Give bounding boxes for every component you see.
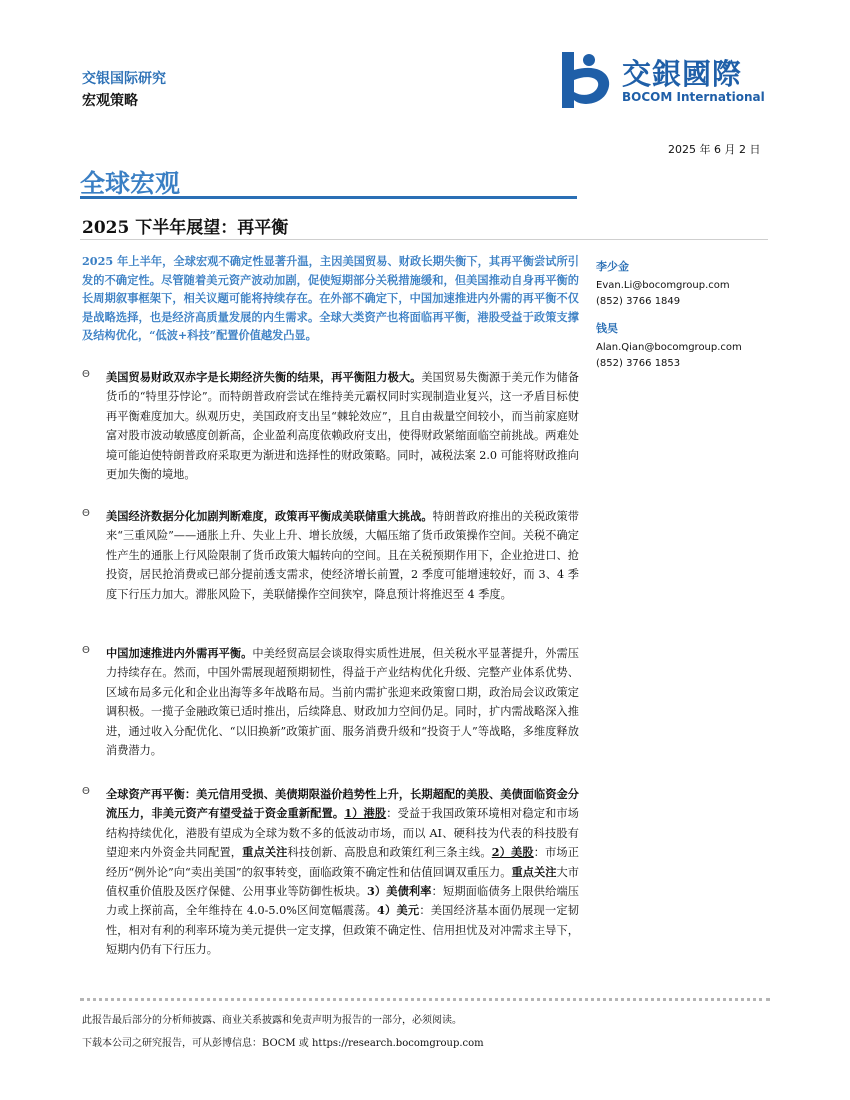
section-title: 全球宏观	[80, 169, 181, 198]
usd-label: 4）美元	[377, 903, 420, 918]
analyst-phone: (852) 3766 1849	[596, 296, 681, 307]
bullet-body: 中美经贸高层会谈取得实质性进展，但关税水平显著提升，外需压力持续存在。然而，中国外需展现超预期韧性，得益于产业结构优化升级、完整产业体系优势、区域布局多元化和企业出海等多年战略布局。当前内需扩张迎来政策窗口期，政治局会议政策定调积极。一揽子金融政策已适时推出，后续降息、财政加力空间仍足。同时，扩内需战略深入推进，通过收入分配优化、“以旧换新”政策扩面、服务消费升级和“投资于人”等战略，多维度释放消费潜力。	[106, 647, 579, 758]
us-stocks-tail: 大市值权重价值股及医疗保健、公用事业等防御性板块。	[106, 865, 579, 899]
focus-label: 重点关注	[242, 845, 288, 860]
bocom-logo-icon	[556, 48, 618, 110]
analyst-name: 李少金	[596, 260, 629, 273]
company-logo	[556, 48, 771, 110]
analyst-name: 钱昊	[596, 322, 618, 335]
us-stocks-text: ：市场正经历“例外论”向“卖出美国”的叙事转变，面临政策不确定性和估值回调双重压力。	[106, 846, 579, 879]
bullet-text	[106, 507, 579, 604]
treasury-yield-text: ：短期面临债务上限供给端压力或上探前高，全年维持在 4.0-5.0%区间宽幅震荡。	[106, 885, 579, 918]
bullet-heading: 美国贸易财政双赤字是长期经济失衡的结果，再平衡阻力极大。	[106, 370, 422, 384]
bullet-point	[82, 785, 579, 960]
bullet-body: 美国贸易失衡源于美元作为储备货币的“特里芬悖论”。而特朗普政府尝试在维持美元霸权同时实现制造业复兴，这一矛盾目标使再平衡难度加大。纵观历史，美国政府支出呈“棘轮效应”，且自由裁量空间较小，而当前家庭财富对股市波动敏感度创新高，企业盈利高度依赖政府支出，使得财政紧缩面临空前挑战。两难处境可能迫使特朗普政府采取更为渐进和选择性的财政策略。同时，减税法案 2.0 可能将财政推向更加失衡的境地。	[106, 371, 579, 482]
focus-label: 重点关注	[511, 864, 557, 879]
bullet-heading: 全球资产再平衡：美元信用受损、美债期限溢价趋势性上升，长期超配的美股、美债面临资金分流压力，非美元资产有望受益于资金重新配置。	[106, 787, 579, 821]
logo-english-name: BOCOM International	[622, 90, 765, 104]
bullet-text	[106, 368, 579, 484]
circle-theta-icon: Θ	[82, 786, 90, 797]
bullet-point	[82, 644, 579, 760]
bullet-point	[82, 507, 579, 604]
circle-theta-icon: Θ	[82, 645, 90, 656]
header-divider	[80, 239, 768, 240]
summary-paragraph: 2025 年上半年，全球宏观不确定性显著升温，主因美国贸易、财政长期失衡下，其再平衡尝试所引发的不确定性。尽管随着美元资产波动加剧，促使短期部分关税措施缓和，但美国推动自身再平衡的长周期叙事框架下，相关议题可能将持续存在。在外部不确定下，中国加速推进内外需的再平衡不仅是战略选择，也是经济高质量发展的内生需求。全球大类资产也将面临再平衡，港股受益于政策支撑及结构优化，“低波+科技”配置价值越发凸显。	[82, 254, 579, 343]
usd-text: ：美国经济基本面仍展现一定韧性，相对有利的利率环境为美元提供一定支撑，但政策不确定性、信用担忧及对冲需求主导下，短期内仍有下行压力。	[106, 904, 579, 957]
hk-stocks-tail: 科技创新、高股息和政策红利三条主线。	[287, 846, 492, 860]
org-name: 交银国际研究	[82, 71, 166, 87]
analyst-phone: (852) 3766 1853	[596, 358, 681, 369]
bullet-heading: 美国经济数据分化加剧判断难度，政策再平衡成美联储重大挑战。	[106, 509, 433, 523]
footer-disclaimer: 此报告最后部分的分析师披露、商业关系披露和免责声明为报告的一部分，必须阅读。	[82, 1015, 462, 1026]
analyst-card	[596, 259, 730, 310]
bullet-heading: 中国加速推进内外需再平衡。	[106, 646, 253, 660]
analyst-email[interactable]: Evan.Li@bocomgroup.com	[596, 280, 730, 291]
report-date: 2025 年 6 月 2 日	[668, 143, 761, 156]
bullet-point	[82, 368, 579, 484]
bullet-text	[106, 785, 579, 960]
circle-theta-icon: Θ	[82, 508, 90, 519]
footer-divider	[80, 998, 770, 1001]
bullet-text	[106, 644, 579, 760]
bullet-body: 特朗普政府推出的关税政策带来“三重风险”——通胀上升、失业上升、增长放缓，大幅压缩了货币政策操作空间。关税不确定性产生的通胀上行风险限制了货币政策大幅转向的空间。且在关税预期作用下，企业抢进口、抢投资，居民抢消费或已部分提前透支需求，使经济增长前置，2 季度可能增速较好，而 3、4 季度下行压力加大。滞胀风险下，美联储操作空间狭窄，降息预计将推迟至 4 季度。	[106, 510, 579, 601]
circle-theta-icon: Θ	[82, 369, 90, 380]
us-stocks-label: 2）美股	[491, 845, 534, 860]
report-type: 宏观策略	[82, 93, 138, 109]
analyst-card	[596, 321, 742, 372]
footer-download-info: 下载本公司之研究报告，可从彭博信息：BOCM 或 https://research.bocomgroup.com	[82, 1038, 484, 1049]
hk-stocks-label: 1）港股	[344, 806, 387, 821]
logo-chinese-name: 交銀國際	[622, 57, 743, 91]
treasury-yield-label: 3）美债利率	[366, 884, 432, 899]
analyst-email[interactable]: Alan.Qian@bocomgroup.com	[596, 342, 742, 353]
hk-stocks-text: ：受益于我国政策环境相对稳定和市场结构持续优化，港股有望成为全球为数不多的低波动市场，而以 AI、硬科技为代表的科技股有望迎来内外资金共同配置，	[106, 807, 579, 860]
title-divider	[80, 196, 577, 199]
main-title: 2025 下半年展望：再平衡	[82, 218, 289, 238]
